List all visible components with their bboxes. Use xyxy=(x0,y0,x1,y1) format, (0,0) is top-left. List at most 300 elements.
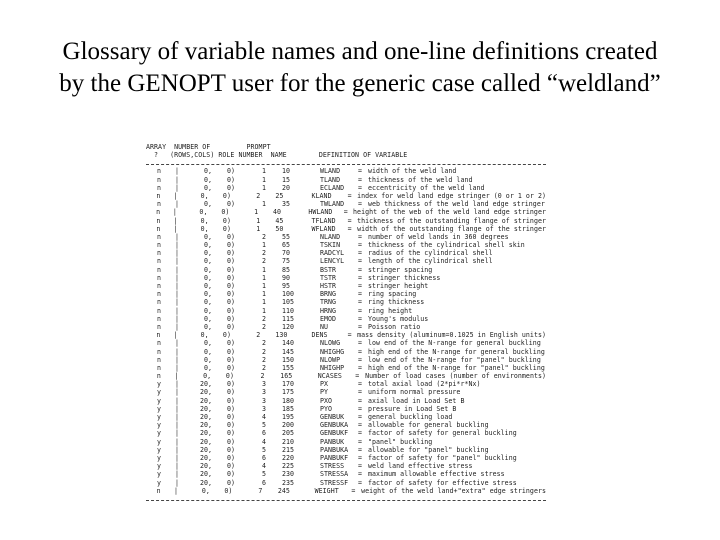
variable-name-cell: NHIGHP xyxy=(320,363,345,372)
variable-name-cell: RADCYL xyxy=(320,249,345,258)
array-flag-cell: y xyxy=(156,388,162,397)
definition-cell: stringer height xyxy=(368,282,429,290)
cols-cell: 0) xyxy=(226,265,236,274)
glossary-row xyxy=(146,217,546,225)
definition-cell: height of the web of the weld land edge stringer xyxy=(353,208,546,217)
rows-cell: 20, xyxy=(199,478,212,487)
glossary-row xyxy=(146,364,546,372)
separator-cell: | xyxy=(174,388,180,397)
prompt-number-cell: 150 xyxy=(282,355,295,364)
prompt-number-cell: 155 xyxy=(282,363,295,372)
role-cell: 6 xyxy=(261,478,267,487)
variable-name-cell: WFLAND xyxy=(311,224,336,233)
cols-cell: 0) xyxy=(226,413,236,421)
role-cell: 4 xyxy=(261,462,267,471)
separator-cell: | xyxy=(174,429,180,438)
cols-cell: 0) xyxy=(226,257,236,266)
definition-cell: general buckling load xyxy=(368,413,453,421)
variable-name-cell: TLAND xyxy=(320,175,341,184)
role-cell: 2 xyxy=(261,322,267,331)
rows-cell: 20, xyxy=(199,413,212,421)
glossary-row xyxy=(146,282,546,290)
equals-cell: = xyxy=(358,339,363,348)
role-cell: 2 xyxy=(261,232,267,241)
variable-name-cell: BSTR xyxy=(320,265,337,274)
variable-name-cell: NCASES xyxy=(317,372,342,381)
separator-cell: | xyxy=(174,322,180,331)
array-flag-cell: n xyxy=(156,273,162,282)
variable-name-cell: STRESSA xyxy=(320,470,349,479)
equals-cell: = xyxy=(355,372,360,381)
prompt-number-cell: 75 xyxy=(282,257,291,266)
rows-cell: 0, xyxy=(203,347,212,356)
array-flag-cell: y xyxy=(156,453,162,462)
prompt-number-cell: 15 xyxy=(282,175,291,184)
array-flag-cell: n xyxy=(156,355,162,364)
array-flag-cell: n xyxy=(156,322,162,331)
cols-cell: 0) xyxy=(226,380,236,389)
role-cell: 2 xyxy=(261,257,267,266)
rows-cell: 20, xyxy=(199,429,212,438)
glossary-row xyxy=(146,331,546,339)
role-cell: 1 xyxy=(261,200,267,209)
footer-divider xyxy=(146,496,546,501)
array-flag-cell: n xyxy=(156,282,162,290)
prompt-number-cell: 130 xyxy=(275,331,288,340)
separator-cell: | xyxy=(174,282,180,290)
variable-name-cell: HRNG xyxy=(320,306,337,315)
separator-cell: | xyxy=(174,470,180,479)
separator-cell: | xyxy=(174,355,180,364)
array-flag-cell: n xyxy=(156,183,162,192)
variable-name-cell: TRNG xyxy=(320,298,337,307)
equals-cell: = xyxy=(358,200,363,209)
definition-cell: Number of load cases (number of environments) xyxy=(365,372,547,381)
variable-name-cell: BRNG xyxy=(320,290,337,299)
array-flag-cell: n xyxy=(156,363,162,372)
glossary-row xyxy=(146,298,546,306)
glossary-row xyxy=(146,233,546,241)
equals-cell: = xyxy=(358,347,363,356)
rows-cell: 0, xyxy=(203,257,212,266)
separator-cell: | xyxy=(174,273,180,282)
glossary-row xyxy=(146,421,546,429)
equals-cell: = xyxy=(358,322,363,331)
slide-title xyxy=(0,36,720,100)
separator-cell: | xyxy=(174,404,180,413)
variable-name-cell: NLAND xyxy=(320,232,341,241)
separator-cell: | xyxy=(174,437,180,446)
cols-cell: 0) xyxy=(226,298,236,307)
variable-name-cell: NLOWG xyxy=(320,339,341,348)
equals-cell: = xyxy=(358,175,363,184)
glossary-row xyxy=(146,192,546,200)
glossary-row xyxy=(146,413,546,421)
definition-cell: mass density (aluminum=0.1025 in English units) xyxy=(357,331,547,340)
glossary-row xyxy=(146,167,546,175)
role-cell: 1 xyxy=(261,273,267,282)
prompt-number-cell: 195 xyxy=(282,413,295,421)
cols-cell: 0) xyxy=(226,453,236,462)
cols-cell: 0) xyxy=(226,363,236,372)
equals-cell: = xyxy=(358,298,363,307)
prompt-number-cell: 230 xyxy=(282,470,295,479)
definition-cell: axial load in Load Set B xyxy=(368,396,465,405)
glossary-row xyxy=(146,315,546,323)
equals-cell: = xyxy=(358,167,363,176)
role-cell: 5 xyxy=(261,421,267,430)
separator-cell: | xyxy=(174,372,179,381)
prompt-number-cell: 50 xyxy=(275,224,284,233)
role-cell: 4 xyxy=(261,413,267,421)
equals-cell: = xyxy=(358,232,363,241)
variable-name-cell: TSKIN xyxy=(320,241,341,250)
rows-cell: 0, xyxy=(200,224,209,233)
cols-cell: 0) xyxy=(226,167,236,176)
definition-cell: factor of safety for "panel" buckling xyxy=(368,453,517,462)
rows-cell: 0, xyxy=(203,249,212,258)
prompt-number-cell: 100 xyxy=(282,290,295,299)
rows-cell: 20, xyxy=(199,437,212,446)
role-cell: 2 xyxy=(261,314,267,323)
array-flag-cell: n xyxy=(156,372,161,381)
equals-cell: = xyxy=(351,486,356,495)
glossary-row xyxy=(146,241,546,249)
array-flag-cell: y xyxy=(156,380,162,389)
glossary-row xyxy=(146,339,546,347)
cols-cell: 0) xyxy=(225,372,234,381)
separator-cell: | xyxy=(174,200,180,209)
separator-cell: | xyxy=(174,241,180,250)
cols-cell: 0) xyxy=(222,224,231,233)
variable-name-cell: LENCYL xyxy=(320,257,345,266)
title-line-2: by the GENOPT user for the generic case called “weldland” xyxy=(59,70,661,97)
definition-cell: high end of the N-range for "panel" buckling xyxy=(368,363,545,372)
array-flag-cell: n xyxy=(156,339,162,348)
glossary-row xyxy=(146,348,546,356)
cols-cell: 0) xyxy=(226,273,236,282)
definition-cell: width of the outstanding flange of the stringer xyxy=(357,224,547,233)
prompt-number-cell: 235 xyxy=(282,478,295,487)
rows-cell: 0, xyxy=(201,486,210,495)
equals-cell: = xyxy=(358,404,363,413)
role-cell: 2 xyxy=(261,363,267,372)
rows-cell: 0, xyxy=(203,241,212,250)
prompt-number-cell: 10 xyxy=(282,167,291,176)
definition-cell: thickness of the weld land xyxy=(368,175,473,184)
array-flag-cell: y xyxy=(156,470,162,479)
definition-cell: "panel" buckling xyxy=(368,437,433,446)
array-flag-cell: n xyxy=(156,265,162,274)
rows-cell: 0, xyxy=(203,183,212,192)
equals-cell: = xyxy=(358,453,363,462)
definition-cell: stringer thickness xyxy=(368,273,441,282)
glossary-row xyxy=(146,208,546,216)
separator-cell: | xyxy=(174,298,180,307)
cols-cell: 0) xyxy=(226,462,236,471)
equals-cell: = xyxy=(358,265,363,274)
definition-cell: eccentricity of the weld land xyxy=(368,183,485,192)
separator-cell: | xyxy=(174,265,180,274)
definition-cell: maximum allowable effective stress xyxy=(368,470,505,479)
separator-cell: | xyxy=(174,478,180,487)
separator-cell: | xyxy=(174,486,179,495)
listing-header-2: ? (ROWS,COLS) ROLE NUMBER NAME DEFINITION OF VARIABLE xyxy=(146,151,408,160)
separator-cell: | xyxy=(174,249,180,258)
prompt-number-cell: 200 xyxy=(282,421,295,430)
prompt-number-cell: 170 xyxy=(282,380,295,389)
array-flag-cell: n xyxy=(156,167,162,176)
array-flag-cell: y xyxy=(156,429,162,438)
prompt-number-cell: 25 xyxy=(275,191,284,200)
role-cell: 1 xyxy=(256,224,261,233)
variable-name-cell: GENBUKF xyxy=(320,429,349,438)
role-cell: 1 xyxy=(261,265,267,274)
array-flag-cell: y xyxy=(156,404,162,413)
definition-cell: Young's modulus xyxy=(368,314,429,323)
separator-cell: | xyxy=(172,208,177,217)
prompt-number-cell: 205 xyxy=(282,429,295,438)
rows-cell: 0, xyxy=(203,232,212,241)
role-cell: 1 xyxy=(261,290,267,299)
array-flag-cell: y xyxy=(156,445,162,454)
role-cell: 2 xyxy=(256,191,261,200)
cols-cell: 0) xyxy=(222,331,231,340)
role-cell: 2 xyxy=(256,331,261,340)
rows-cell: 20, xyxy=(199,453,212,462)
prompt-number-cell: 105 xyxy=(282,298,295,307)
variable-name-cell: KLAND xyxy=(311,191,332,200)
variable-name-cell: PANBUK xyxy=(320,437,345,446)
variable-name-cell: STRESS xyxy=(320,462,345,471)
role-cell: 6 xyxy=(261,429,267,438)
prompt-number-cell: 185 xyxy=(282,404,295,413)
cols-cell: 0) xyxy=(226,183,236,192)
role-cell: 6 xyxy=(261,453,267,462)
array-flag-cell: y xyxy=(156,478,162,487)
role-cell: 1 xyxy=(261,282,267,290)
role-cell: 7 xyxy=(258,486,263,495)
rows-cell: 0, xyxy=(200,331,209,340)
cols-cell: 0) xyxy=(226,478,236,487)
rows-cell: 0, xyxy=(203,339,212,348)
glossary-rows xyxy=(146,167,546,495)
rows-cell: 0, xyxy=(200,216,209,225)
variable-name-cell: DENS xyxy=(311,331,328,340)
glossary-row xyxy=(146,438,546,446)
separator-cell: | xyxy=(174,175,180,184)
separator-cell: | xyxy=(174,347,180,356)
equals-cell: = xyxy=(347,216,352,225)
definition-cell: weight of the weld land+"extra" edge stringers xyxy=(361,486,547,495)
prompt-number-cell: 145 xyxy=(282,347,295,356)
rows-cell: 20, xyxy=(199,396,212,405)
array-flag-cell: n xyxy=(156,298,162,307)
listing-header-1: ARRAY NUMBER OF PROMPT xyxy=(146,143,271,151)
cols-cell: 0) xyxy=(222,191,231,200)
prompt-number-cell: 140 xyxy=(282,339,295,348)
cols-cell: 0) xyxy=(222,216,231,225)
glossary-row xyxy=(146,257,546,265)
separator-cell: | xyxy=(174,380,180,389)
array-flag-cell: n xyxy=(156,249,162,258)
separator-cell: | xyxy=(173,224,178,233)
prompt-number-cell: 220 xyxy=(282,453,295,462)
definition-cell: allowable for general buckling xyxy=(368,421,489,430)
separator-cell: | xyxy=(174,257,180,266)
prompt-number-cell: 120 xyxy=(282,322,295,331)
rows-cell: 0, xyxy=(203,306,212,315)
role-cell: 1 xyxy=(261,183,267,192)
variable-name-cell: EMOD xyxy=(320,314,337,323)
glossary-row xyxy=(146,266,546,274)
separator-cell: | xyxy=(174,183,180,192)
definition-cell: pressure in Load Set B xyxy=(368,404,457,413)
role-cell: 1 xyxy=(261,175,267,184)
prompt-number-cell: 180 xyxy=(282,396,295,405)
glossary-row xyxy=(146,462,546,470)
array-flag-cell: n xyxy=(156,331,161,340)
array-flag-cell: y xyxy=(156,413,162,421)
rows-cell: 0, xyxy=(203,200,212,209)
equals-cell: = xyxy=(358,249,363,258)
separator-cell: | xyxy=(174,363,180,372)
prompt-number-cell: 165 xyxy=(280,372,293,381)
rows-cell: 20, xyxy=(199,404,212,413)
glossary-row xyxy=(146,290,546,298)
rows-cell: 0, xyxy=(203,298,212,307)
cols-cell: 0) xyxy=(226,290,236,299)
cols-cell: 0) xyxy=(226,314,236,323)
rows-cell: 0, xyxy=(199,208,208,217)
role-cell: 1 xyxy=(261,241,267,250)
definition-cell: uniform normal pressure xyxy=(368,388,461,397)
cols-cell: 0) xyxy=(226,396,236,405)
definition-cell: factor of safety for effective stress xyxy=(368,478,517,487)
equals-cell: = xyxy=(358,380,363,389)
variable-name-cell: PY xyxy=(320,388,329,397)
cols-cell: 0) xyxy=(226,355,236,364)
equals-cell: = xyxy=(358,241,363,250)
variable-name-cell: PX xyxy=(320,380,329,389)
separator-cell: | xyxy=(174,232,180,241)
role-cell: 5 xyxy=(261,470,267,479)
prompt-number-cell: 215 xyxy=(282,445,295,454)
cols-cell: 0) xyxy=(224,486,233,495)
glossary-row xyxy=(146,487,546,495)
glossary-row xyxy=(146,397,546,405)
cols-cell: 0) xyxy=(226,200,236,209)
variable-name-cell: WEIGHT xyxy=(314,486,339,495)
glossary-row xyxy=(146,176,546,184)
cols-cell: 0) xyxy=(226,322,236,331)
definition-cell: stringer spacing xyxy=(368,265,433,274)
separator-cell: | xyxy=(174,306,180,315)
equals-cell: = xyxy=(358,183,363,192)
variable-glossary-listing xyxy=(146,143,546,503)
role-cell: 1 xyxy=(261,167,267,176)
definition-cell: ring height xyxy=(368,306,413,315)
array-flag-cell: n xyxy=(156,290,162,299)
separator-cell: | xyxy=(174,396,180,405)
separator-cell: | xyxy=(174,453,180,462)
title-line-1: Glossary of variable names and one-line definitions created xyxy=(62,38,658,65)
variable-name-cell: TWLAND xyxy=(320,200,345,209)
prompt-number-cell: 95 xyxy=(282,282,291,290)
variable-name-cell: TFLAND xyxy=(311,216,336,225)
equals-cell: = xyxy=(358,421,363,430)
role-cell: 3 xyxy=(261,380,267,389)
equals-cell: = xyxy=(358,282,363,290)
rows-cell: 0, xyxy=(203,363,212,372)
variable-name-cell: GENBUK xyxy=(320,413,345,421)
separator-cell: | xyxy=(174,290,180,299)
variable-name-cell: ECLAND xyxy=(320,183,345,192)
variable-name-cell: PANBUKA xyxy=(320,445,349,454)
cols-cell: 0) xyxy=(221,208,230,217)
glossary-row xyxy=(146,356,546,364)
definition-cell: number of weld lands in 360 degrees xyxy=(368,232,509,241)
cols-cell: 0) xyxy=(226,232,236,241)
cols-cell: 0) xyxy=(226,282,236,290)
variable-name-cell: PYO xyxy=(320,404,333,413)
glossary-row xyxy=(146,454,546,462)
array-flag-cell: y xyxy=(156,462,162,471)
definition-cell: ring spacing xyxy=(368,290,417,299)
rows-cell: 0, xyxy=(203,355,212,364)
definition-cell: weld land effective stress xyxy=(368,462,473,471)
variable-name-cell: PXO xyxy=(320,396,333,405)
role-cell: 3 xyxy=(261,404,267,413)
glossary-row xyxy=(146,405,546,413)
role-cell: 2 xyxy=(261,249,267,258)
glossary-row xyxy=(146,429,546,437)
rows-cell: 20, xyxy=(199,470,212,479)
array-flag-cell: n xyxy=(156,200,162,209)
array-flag-cell: n xyxy=(156,208,161,217)
cols-cell: 0) xyxy=(226,429,236,438)
cols-cell: 0) xyxy=(226,249,236,258)
equals-cell: = xyxy=(358,388,363,397)
array-flag-cell: n xyxy=(156,216,161,225)
prompt-number-cell: 110 xyxy=(282,306,295,315)
rows-cell: 20, xyxy=(199,388,212,397)
rows-cell: 20, xyxy=(199,380,212,389)
equals-cell: = xyxy=(358,396,363,405)
prompt-number-cell: 65 xyxy=(282,241,291,250)
equals-cell: = xyxy=(358,355,363,364)
separator-cell: | xyxy=(174,462,180,471)
definition-cell: radius of the cylindrical shell xyxy=(368,249,493,258)
definition-cell: index for weld land edge stringer (0 or 1 or 2) xyxy=(357,191,547,200)
glossary-row xyxy=(146,388,546,396)
role-cell: 1 xyxy=(261,306,267,315)
cols-cell: 0) xyxy=(226,421,236,430)
role-cell: 2 xyxy=(260,372,265,381)
role-cell: 1 xyxy=(254,208,259,217)
cols-cell: 0) xyxy=(226,404,236,413)
glossary-row xyxy=(146,307,546,315)
variable-name-cell: WLAND xyxy=(320,167,341,176)
role-cell: 3 xyxy=(261,388,267,397)
role-cell: 2 xyxy=(261,355,267,364)
equals-cell: = xyxy=(358,314,363,323)
definition-cell: web thickness of the weld land edge stringer xyxy=(368,200,545,209)
definition-cell: width of the weld land xyxy=(368,167,457,176)
definition-cell: allowable for "panel" buckling xyxy=(368,445,489,454)
rows-cell: 0, xyxy=(203,273,212,282)
rows-cell: 20, xyxy=(199,421,212,430)
